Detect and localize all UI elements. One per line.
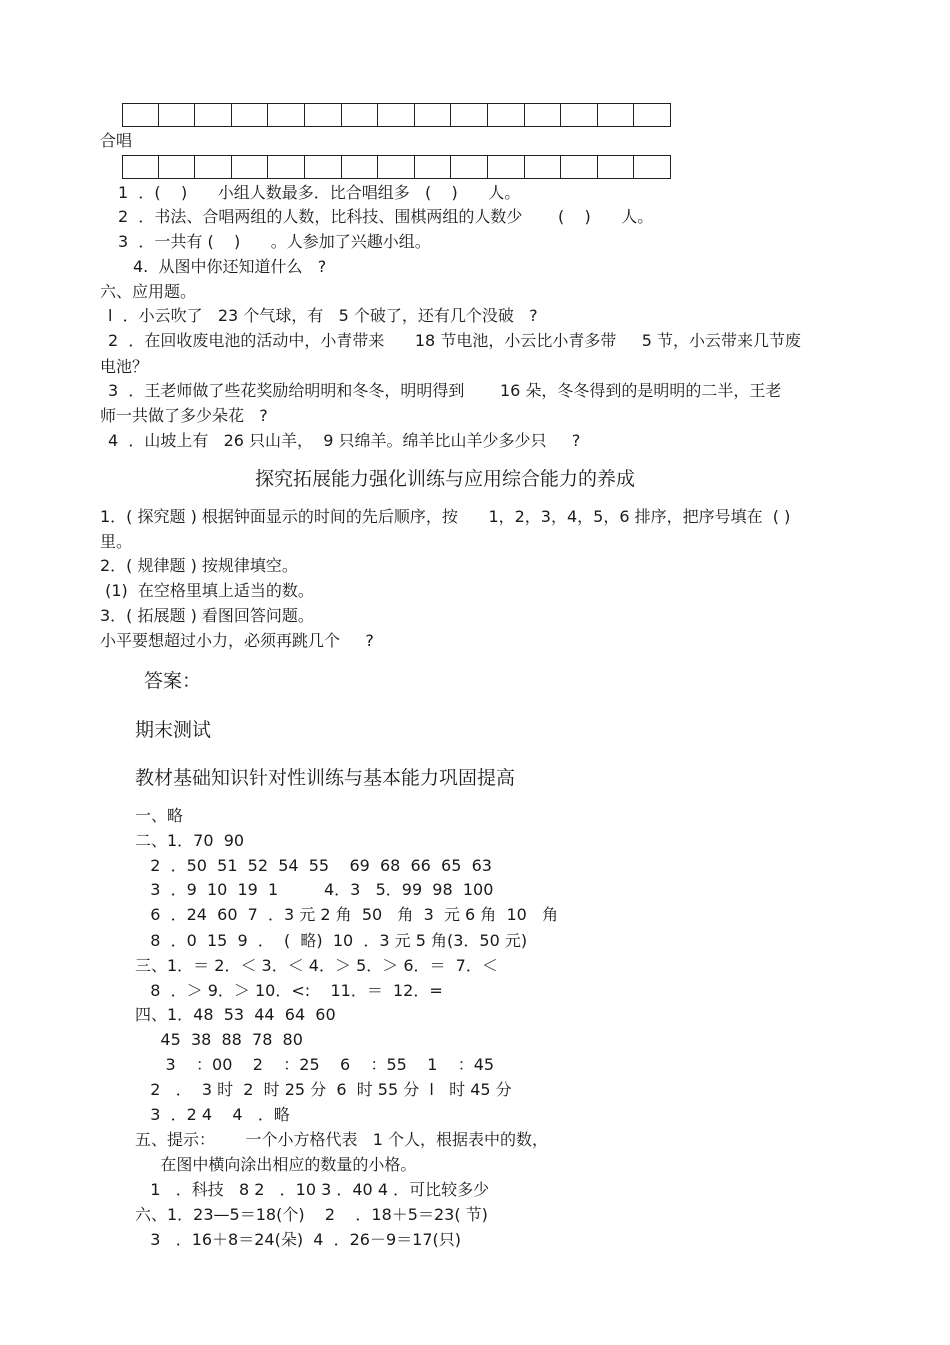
basic-title: 教材基础知识针对性训练与基本能力巩固提高 [135,767,516,789]
explore-item-1: 1．( 探究题 ) 根据钟面显示的时间的先后顺序，按 1，2，3，4，5，6 排序，把序号填在 ( ) [100,507,791,526]
s6-item-3-cont: 师一共做了多少朵花 ? [100,406,268,425]
q5-item-4: 4. 从图中你还知道什么 ? [133,257,327,276]
answer-line-8: 8 ．＞ 9．＞ 10．<: 11．＝ 12．= [135,981,443,1000]
grid-label: 合唱 [100,131,133,150]
q5-item-2: 2 ．书法、合唱两组的人数，比科技、围棋两组的人数少 ( ) 人。 [118,207,654,226]
answer-label: 答案： [144,670,202,692]
explore-item-2-sub: (1) 在空格里填上适当的数。 [100,581,314,600]
explore-title: 探究拓展能力强化训练与应用综合能力的养成 [255,468,636,490]
explore-item-1-cont: 里。 [100,532,133,551]
answer-line-10: 45 38 88 78 80 [135,1030,303,1049]
q5-item-3: 3 ．一共有 ( ) 。人参加了兴趣小组。 [118,232,431,251]
answer-line-11: 3 ：00 2 ：25 6 ：55 1 ：45 [135,1055,495,1074]
answer-line-17: 六、1．23—5＝18(个) 2 ．18＋5＝23( 节) [135,1205,488,1224]
answer-line-1: 一、略 [135,806,184,825]
final-test-title: 期末测试 [135,719,212,741]
answer-line-12: 2 ． 3 时 2 时 25 分 6 时 55 分 l 时 45 分 [135,1080,512,1099]
chart-grid-bottom [122,155,671,179]
s6-item-3: 3 ．王老师做了些花奖励给明明和冬冬，明明得到 16 朵，冬冬得到的是明明的二半，王老 [108,381,782,400]
explore-item-3: 3．( 拓展题 ) 看图回答问题。 [100,606,314,625]
answer-line-16: 1 ．科技 8 2 ．10 3 ．40 4 ．可比较多少 [135,1180,490,1199]
answer-line-13: 3 ．2 4 4 ．略 [135,1105,290,1124]
answer-line-5: 6 ．24 60 7 ．3 元 2 角 50 角 3 元 6 角 10 角 [135,905,559,924]
explore-item-3-q: 小平要想超过小力，必须再跳几个 ? [100,631,374,650]
answer-line-9: 四、1．48 53 44 64 60 [135,1005,336,1024]
s6-item-4: 4 ．山坡上有 26 只山羊， 9 只绵羊。绵羊比山羊少多少只 ? [108,431,581,450]
answer-line-4: 3 ．9 10 19 1 4．3 5．99 98 100 [135,880,494,899]
answer-line-7: 三、1．＝ 2．＜ 3．＜ 4．＞ 5．＞ 6．＝ 7．＜ [135,956,498,975]
answer-line-6: 8 ．0 15 9 ． ( 略) 10 ．3 元 5 角(3．50 元) [135,931,528,950]
answer-line-3: 2 ．50 51 52 54 55 69 68 66 65 63 [135,856,492,875]
s6-item-2-cont: 电池？ [100,357,149,376]
explore-item-2: 2．( 规律题 ) 按规律填空。 [100,556,298,575]
chart-grid-top [122,103,671,127]
s6-item-2: 2 ．在回收废电池的活动中，小青带来 18 节电池，小云比小青多带 5 节，小云带来几节废 [108,331,802,350]
answer-line-2: 二、1．70 90 [135,831,245,850]
s6-title: 六、应用题。 [100,282,197,301]
answer-line-18: 3 ．16＋8＝24(朵) 4 ．26－9＝17(只) [135,1230,461,1249]
answer-line-15: 在图中横向涂出相应的数量的小格。 [135,1155,417,1174]
s6-item-1: l ．小云吹了 23 个气球，有 5 个破了，还有几个没破 ? [108,306,538,325]
q5-item-1: 1 ．( ) 小组人数最多．比合唱组多 ( ) 人。 [118,183,521,202]
answer-line-14: 五、提示： 一个小方格代表 1 个人，根据表中的数， [135,1130,549,1149]
